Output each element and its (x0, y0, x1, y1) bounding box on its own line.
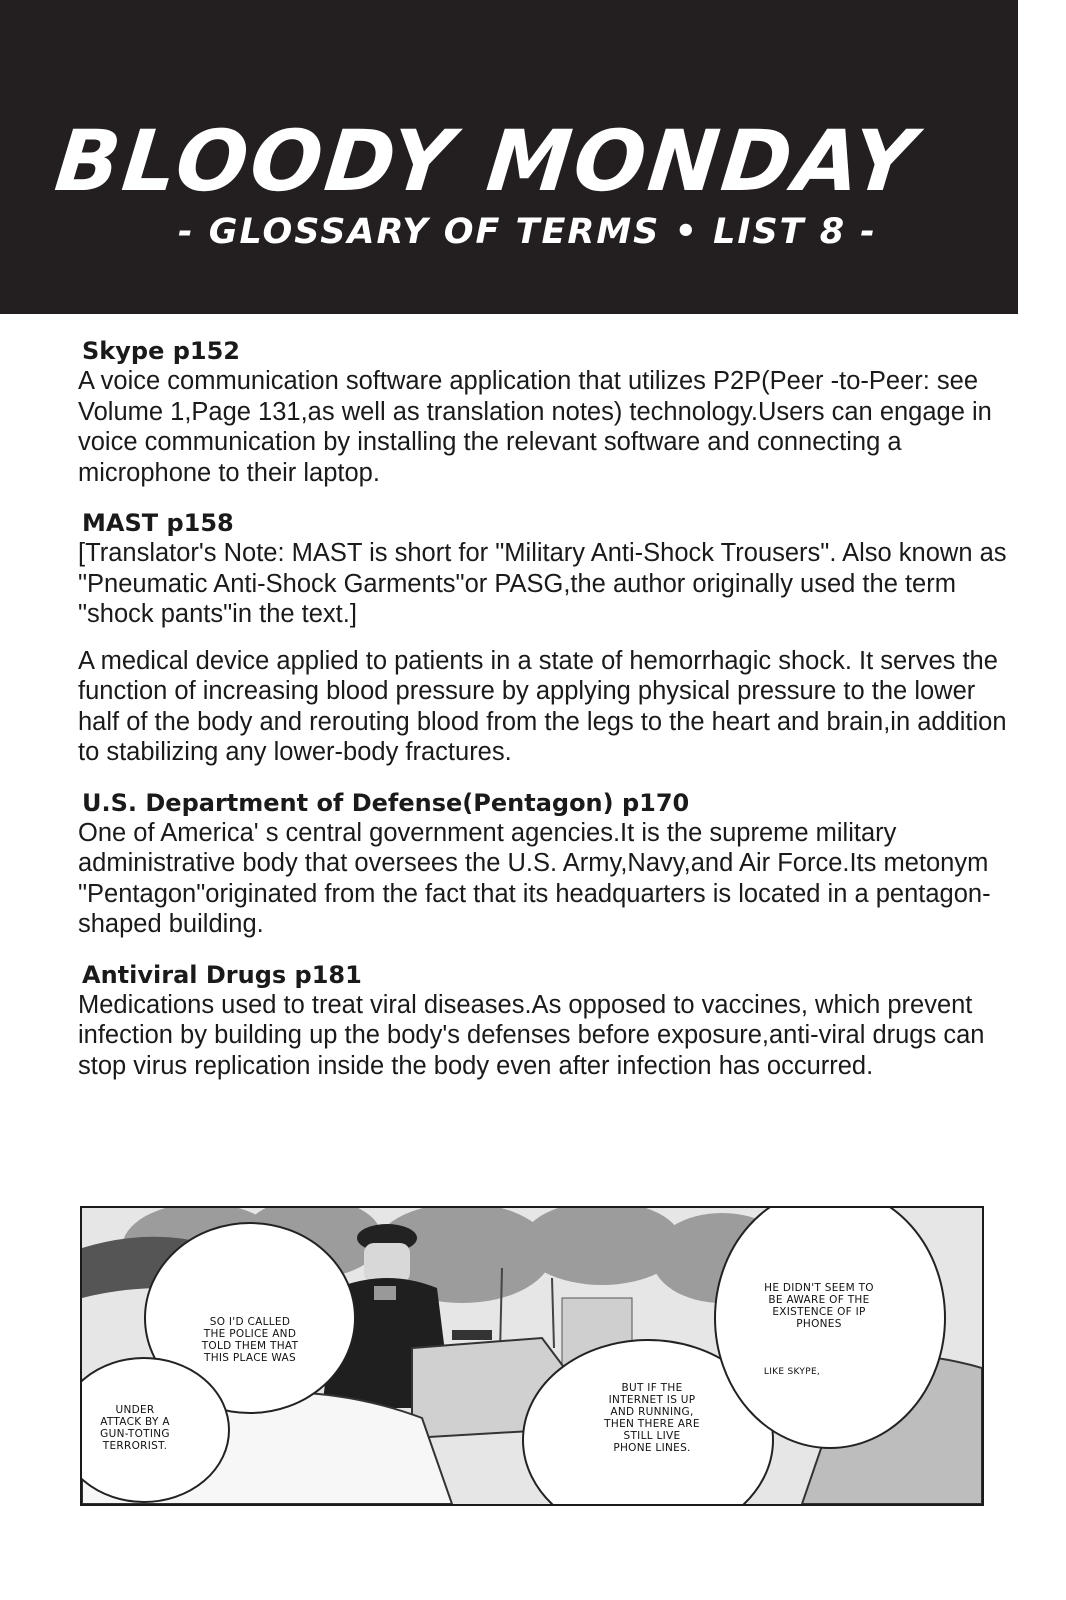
page-subtitle: - GLOSSARY OF TERMS • LIST 8 - (178, 212, 877, 252)
glossary-definition: Medications used to treat viral diseases.As opposed to vaccines, which prevent infection by building up the body's defenses before exposure,anti-viral drugs can stop virus replication inside the body even after infection has occurred. (78, 990, 985, 1080)
glossary-term: Skype p152 (82, 337, 240, 365)
manga-panel (80, 1206, 984, 1506)
speech-bubble-terrorist: UNDER ATTACK BY A GUN-TOTING TERRORIST. (100, 1404, 170, 1452)
page-title: BLOODY MONDAY (50, 112, 923, 210)
glossary-list (78, 336, 1008, 1101)
glossary-term: Antiviral Drugs p181 (82, 960, 362, 989)
speech-bubble-internet: BUT IF THE INTERNET IS UP AND RUNNING, THEN THERE ARE STILL LIVE PHONE LINES. (604, 1382, 700, 1454)
glossary-entry-pentagon (78, 788, 1008, 940)
glossary-definition: A medical device applied to patients in a state of hemorrhagic shock. It serves the function of increasing blood pressure by applying physical pressure to the lower half of the body and rerouting blood from the legs to the heart and brain,in addition to stabilizing any lower-body fractures. (78, 646, 1007, 766)
speech-bubble-police: SO I'D CALLED THE POLICE AND TOLD THEM THAT THIS PLACE WAS (201, 1316, 299, 1364)
speech-bubble-skype: LIKE SKYPE, (763, 1367, 821, 1377)
glossary-definition: One of America' s central government agencies.It is the supreme military administrative body that oversees the U.S. Army,Navy,and Air Force.Its metonym "Pentagon"originated from the fact that its headquarters is located in a pentagon-shaped building. (78, 818, 991, 938)
glossary-entry-antiviral (78, 960, 1008, 1082)
title-banner (0, 0, 1018, 314)
translator-note: [Translator's Note: MAST is short for "Military Anti-Shock Trousers". Also known as "Pneumatic Anti-Shock Garments"or PASG,the author originally used the term "shock pants"in the text.] (78, 539, 1007, 628)
glossary-term: MAST p158 (82, 509, 234, 537)
glossary-definition: A voice communication software application that utilizes P2P(Peer -to-Peer: see Volume 1,Page 131,as well as translation notes) technology.Users can engage in voice communication by installing the relevant software and connecting a microphone to their laptop. (78, 367, 992, 487)
glossary-entry-mast (78, 508, 1008, 768)
glossary-entry-skype (78, 336, 1008, 488)
speech-bubble-ip-phones: HE DIDN'T SEEM TO BE AWARE OF THE EXISTENCE OF IP PHONES (764, 1282, 874, 1330)
glossary-term: U.S. Department of Defense(Pentagon) p170 (82, 788, 690, 817)
